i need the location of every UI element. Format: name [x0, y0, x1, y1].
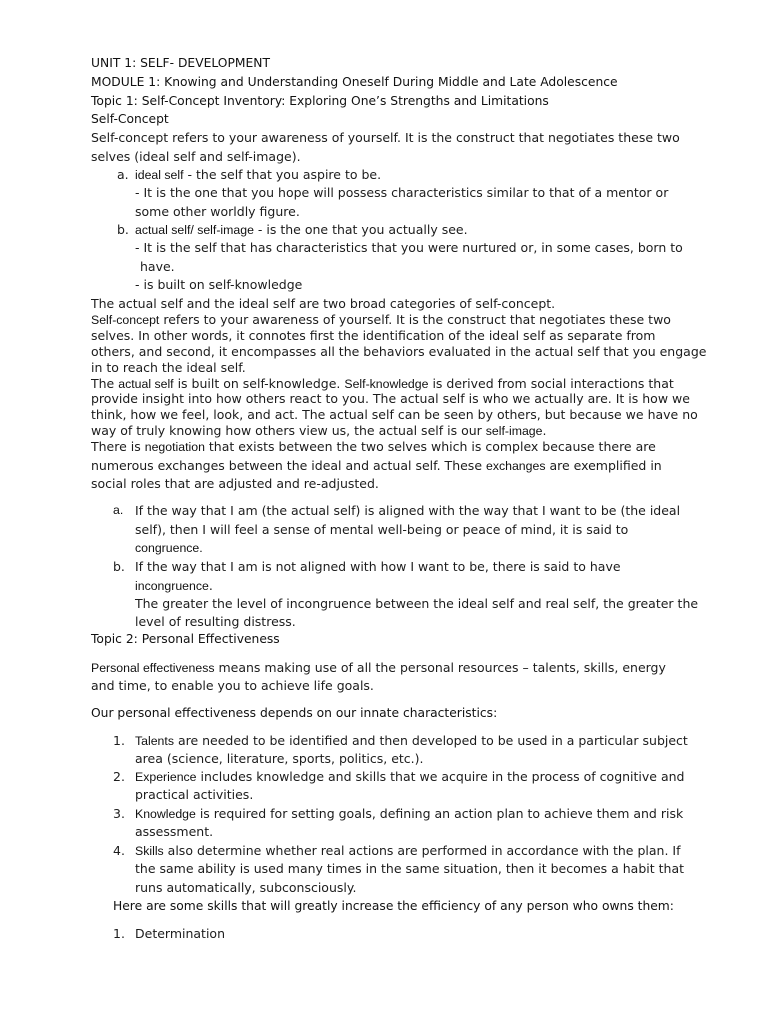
item-b-marker: b.	[117, 222, 129, 237]
unit-title: UNIT 1: SELF- DEVELOPMENT	[91, 56, 270, 70]
congruence-marker: a.	[113, 503, 124, 517]
personal-eff-term: Personal effectiveness	[91, 661, 215, 675]
item-a-term: ideal self	[135, 168, 184, 182]
item-b-detail-2: have.	[140, 259, 175, 274]
section-heading: Self-Concept	[91, 112, 169, 126]
list-item-3-more: assessment.	[135, 824, 214, 839]
para4-line-3: social roles that are adjusted and re-adjusted.	[91, 476, 379, 491]
personal-eff-line-2: and time, to enable you to achieve life goals.	[91, 678, 374, 693]
list-item-2-text: includes knowledge and skills that we acquire in the process of cognitive and	[196, 769, 685, 784]
para2-line-1	[91, 311, 671, 329]
para4-l1-post: that exists between the two selves which is complex because there are	[204, 439, 656, 454]
para3-line-2: provide insight into how others react to you. The actual self is who we actually are. It is how we	[91, 391, 690, 406]
para3-l4-post: .	[542, 423, 547, 438]
congruence-line-1: If the way that I am (the actual self) is aligned with the way that I want to be (the ideal	[135, 503, 681, 518]
para3-line-3: think, how we feel, look, and act. The actual self can be seen by others, but because we have no	[91, 407, 698, 422]
item-a-marker: a.	[117, 167, 129, 182]
list-item-3-num: 3.	[113, 806, 125, 821]
para2-line-1-rest: refers to your awareness of yourself. It is the construct that negotiates these two	[159, 312, 671, 327]
list-item-1-term: Talents	[135, 734, 174, 748]
para4-line-1	[91, 438, 656, 456]
list-item-2-term: Experience	[135, 770, 197, 784]
para3-l1-mid: is built on self-knowledge.	[173, 376, 345, 391]
item-a-line	[135, 166, 381, 184]
item-b-detail-1: - It is the self that has characteristics that you were nurtured or, in some cases, born to	[135, 240, 683, 255]
list-item-2-num: 2.	[113, 769, 125, 784]
list-item-4-more-1: the same ability is used many times in the same situation, then it becomes a habit that	[135, 861, 684, 876]
para3-term-self-image: self-image	[485, 424, 543, 438]
module-title: MODULE 1: Knowing and Understanding Oneself During Middle and Late Adolescence	[91, 75, 618, 89]
item-b-term: actual self/ self-image	[135, 223, 254, 237]
topic1-title: Topic 1: Self-Concept Inventory: Exploring One’s Strengths and Limitations	[91, 94, 549, 108]
para1: The actual self and the ideal self are two broad categories of self-concept.	[91, 296, 556, 311]
skills-heading: Here are some skills that will greatly increase the efficiency of any person who owns them:	[113, 899, 674, 913]
innate-heading: Our personal effectiveness depends on our innate characteristics:	[91, 706, 498, 720]
intro-line-2: selves (ideal self and self-image).	[91, 149, 301, 164]
para2-term: Self-concept	[91, 313, 160, 327]
para3-l1-post: is derived from social interactions that	[428, 376, 674, 391]
para2-line-2: selves. In other words, it connotes first the identification of the ideal self as separate from	[91, 328, 656, 343]
list-item-4-text: also determine whether real actions are performed in accordance with the plan. If	[163, 843, 681, 858]
list-item-4-num: 4.	[113, 843, 125, 858]
incongruence-line-3: The greater the level of incongruence between the ideal self and real self, the greater the	[135, 596, 699, 611]
incongruence-term: incongruence	[135, 579, 209, 593]
list-item-1-more: area (science, literature, sports, politics, etc.).	[135, 751, 424, 766]
item-b-detail-3: - is built on self-knowledge	[135, 277, 303, 292]
list-item-3-term: Knowledge	[135, 807, 196, 821]
list-item-2-more: practical activities.	[135, 787, 254, 802]
skills-item-1-num: 1.	[113, 926, 125, 941]
para3-l1-pre: The	[91, 376, 119, 391]
intro-line-1: Self-concept refers to your awareness of yourself. It is the construct that negotiates these two	[91, 130, 680, 145]
item-b-rest: - is the one that you actually see.	[253, 222, 468, 237]
congruence-line-2: self), then I will feel a sense of mental well-being or peace of mind, it is said to	[135, 522, 629, 537]
para2-line-4: in to reach the ideal self.	[91, 360, 246, 375]
skills-item-1: Determination	[135, 926, 226, 941]
para2-line-3: others, and second, it encompasses all the behaviors evaluated in the actual self that you engage	[91, 344, 707, 359]
para4-l1-pre: There is	[91, 439, 145, 454]
para4-l2-pre: numerous exchanges between the ideal and actual self. These	[91, 458, 486, 473]
incongruence-term-post: .	[208, 578, 213, 593]
para4-term-negotiation: negotiation	[144, 440, 205, 454]
list-item-4-more-2: runs automatically, subconsciously.	[135, 880, 357, 895]
para3-term-actual-self: actual self	[118, 377, 174, 391]
item-b-line	[135, 221, 468, 239]
item-a-detail-2: some other worldly figure.	[135, 204, 300, 219]
list-item-4-term: Skills	[135, 844, 164, 858]
item-a-detail-1: - It is the one that you hope will possess characteristics similar to that of a mentor or	[135, 185, 669, 200]
list-item-2	[135, 768, 684, 786]
para4-line-2	[91, 457, 662, 475]
incongruence-term-line	[135, 577, 213, 595]
para3-term-self-knowledge: Self-knowledge	[344, 377, 429, 391]
incongruence-marker: b.	[113, 559, 125, 574]
personal-eff-l1-post: means making use of all the personal resources – talents, skills, energy	[214, 660, 666, 675]
list-item-4	[135, 842, 681, 860]
item-a-rest: - the self that you aspire to be.	[183, 167, 382, 182]
personal-eff-line-1	[91, 659, 666, 677]
incongruence-line-1: If the way that I am is not aligned with how I want to be, there is said to have	[135, 559, 621, 574]
list-item-1-text: are needed to be identified and then developed to be used in a particular subject	[173, 733, 688, 748]
topic2-title: Topic 2: Personal Effectiveness	[91, 632, 280, 646]
congruence-term: congruence.	[135, 541, 203, 555]
list-item-1-num: 1.	[113, 733, 125, 748]
incongruence-line-4: level of resulting distress.	[135, 614, 296, 629]
para4-l2-post: are exemplified in	[545, 458, 662, 473]
para4-term-exchanges: exchanges	[485, 459, 546, 473]
list-item-3	[135, 805, 683, 823]
list-item-3-text: is required for setting goals, defining an action plan to achieve them and risk	[195, 806, 684, 821]
para3-l4-pre: way of truly knowing how others view us, the actual self is our	[91, 423, 486, 438]
list-item-1	[135, 732, 688, 750]
